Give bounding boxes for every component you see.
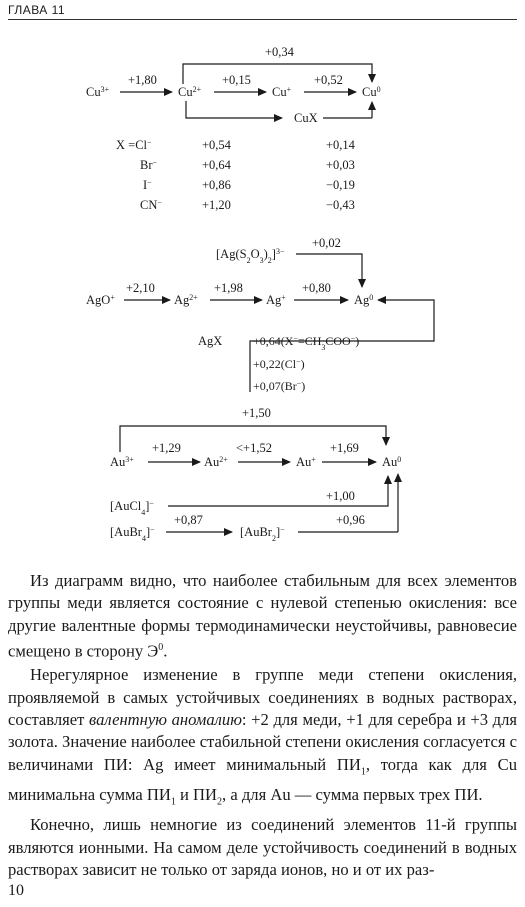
table-row-v2: −0,43	[326, 198, 355, 212]
arrow-cu2-cux	[186, 101, 282, 118]
au3-au0-potential: +1,50	[242, 406, 271, 420]
ag1-species: Ag+	[266, 292, 286, 307]
paragraph: Нерегулярное изменение в группе меди степени окисления, проявляемой в самых устойчивых соединениях в водных растворах, составляет валентную аномалию: +2 для меди, +1 для серебра и +3 для золота. Значение наиболее стабильной степени окисления согласуется с величинами ПИ: Ag имеет минимальный $ПИ_1$, тогда как для Cu минимальна сумма $ПИ_1$ и $ПИ_2$, а для Au — сумма первых трех ПИ.	[8, 665, 518, 807]
agx-value-bromide: +0,07(Br−)	[253, 378, 306, 393]
table-row-v2: +0,03	[326, 158, 355, 172]
body-text	[8, 570, 517, 881]
cu2-cu0-potential: +0,34	[265, 45, 294, 59]
table-row-ion: CN−	[140, 197, 162, 212]
emphasis-term: валентную аномалию	[89, 709, 242, 729]
au1-species: Au+	[296, 454, 316, 469]
ag0-species: Ag$^0$	[354, 292, 374, 307]
aubr4-aubr2-potential: +0,87	[174, 513, 203, 527]
au1-au0-potential: +1,69	[330, 441, 359, 455]
cu2-species: $Cu^{2+}$	[178, 84, 202, 99]
ag2-species: $Ag^{2+}$	[174, 292, 198, 307]
ago-ag2-potential: +2,10	[126, 281, 155, 295]
au2-species: $Au^{2+}$	[204, 454, 228, 469]
table-row-v1: +0,86	[202, 178, 231, 192]
agx-value-acetate: $+0,64(X^-=CH_3COO^-)$	[253, 333, 360, 352]
aubr2-complex: [AuBr$_2$]−	[240, 524, 285, 543]
agx-value-chloride: +0,22(Cl−)	[253, 356, 305, 371]
cu2-cu1-potential: +0,15	[222, 73, 251, 87]
cu3-species: $Cu^{3+}$	[86, 84, 110, 99]
cu1-species: Cu+	[272, 84, 292, 99]
table-row-v1: +1,20	[202, 198, 231, 212]
au3-au2-potential: +1,29	[152, 441, 181, 455]
table-row-v2: +0,14	[326, 138, 355, 152]
silver-diagram	[86, 236, 434, 393]
aubr2-au0-potential: +0,96	[336, 513, 365, 527]
aucl4-au0-potential: +1,00	[326, 489, 355, 503]
au3-species: $Au^{3+}$	[110, 454, 134, 469]
halide-table	[116, 138, 356, 213]
cu0-species: Cu$^0$	[362, 84, 381, 99]
ag1-ag0-potential: +0,80	[302, 281, 331, 295]
gold-diagram	[110, 406, 401, 543]
copper-diagram	[86, 45, 381, 212]
arrow-aucl4-au0	[168, 476, 388, 506]
table-row-v2: −0,19	[326, 178, 355, 192]
ag2-ag1-potential: +1,98	[214, 281, 243, 295]
thio-ag0-potential: +0,02	[312, 236, 341, 250]
thiosulfate-complex: $[Ag(S_2O_3)_2]^{3-}$	[216, 246, 285, 265]
table-row-v1: +0,54	[202, 138, 231, 152]
chapter-header: ГЛАВА 11	[8, 3, 66, 17]
au0-species: Au$^0$	[382, 454, 402, 469]
cux-species: CuX	[294, 111, 318, 125]
page-number: 10	[8, 882, 24, 899]
aucl4-complex: [AuCl$_4$]−	[110, 498, 154, 517]
paragraph: Конечно, лишь немногие из соединений элементов 11-й группы являются ионными. На самом деле устойчивость соединений в водных растворах зависит не только от заряда ионов, но и от их раз-	[8, 815, 517, 880]
cu3-cu2-potential: +1,80	[128, 73, 157, 87]
arrow-cu2-cu0	[183, 64, 372, 84]
table-row-ion: Br−	[140, 157, 158, 172]
table-row-ion: X =Cl−	[116, 137, 152, 152]
table-row-ion: I−	[143, 177, 152, 192]
ago-species: AgO+	[86, 292, 115, 307]
agx-species: AgX	[198, 334, 223, 348]
paragraph: Из диаграмм видно, что наиболее стабильным для всех элементов группы меди является состояние с нулевой степенью окисления: все другие валентные формы термодинамически неустойчивы, равновесие смещено в сторону $Э^0$.	[8, 571, 517, 661]
au2-au1-potential: <+1,52	[236, 441, 272, 455]
aubr4-complex: [AuBr$_4$]−	[110, 524, 155, 543]
table-row-v1: +0,64	[202, 158, 231, 172]
cu1-cu0-potential: +0,52	[314, 73, 343, 87]
